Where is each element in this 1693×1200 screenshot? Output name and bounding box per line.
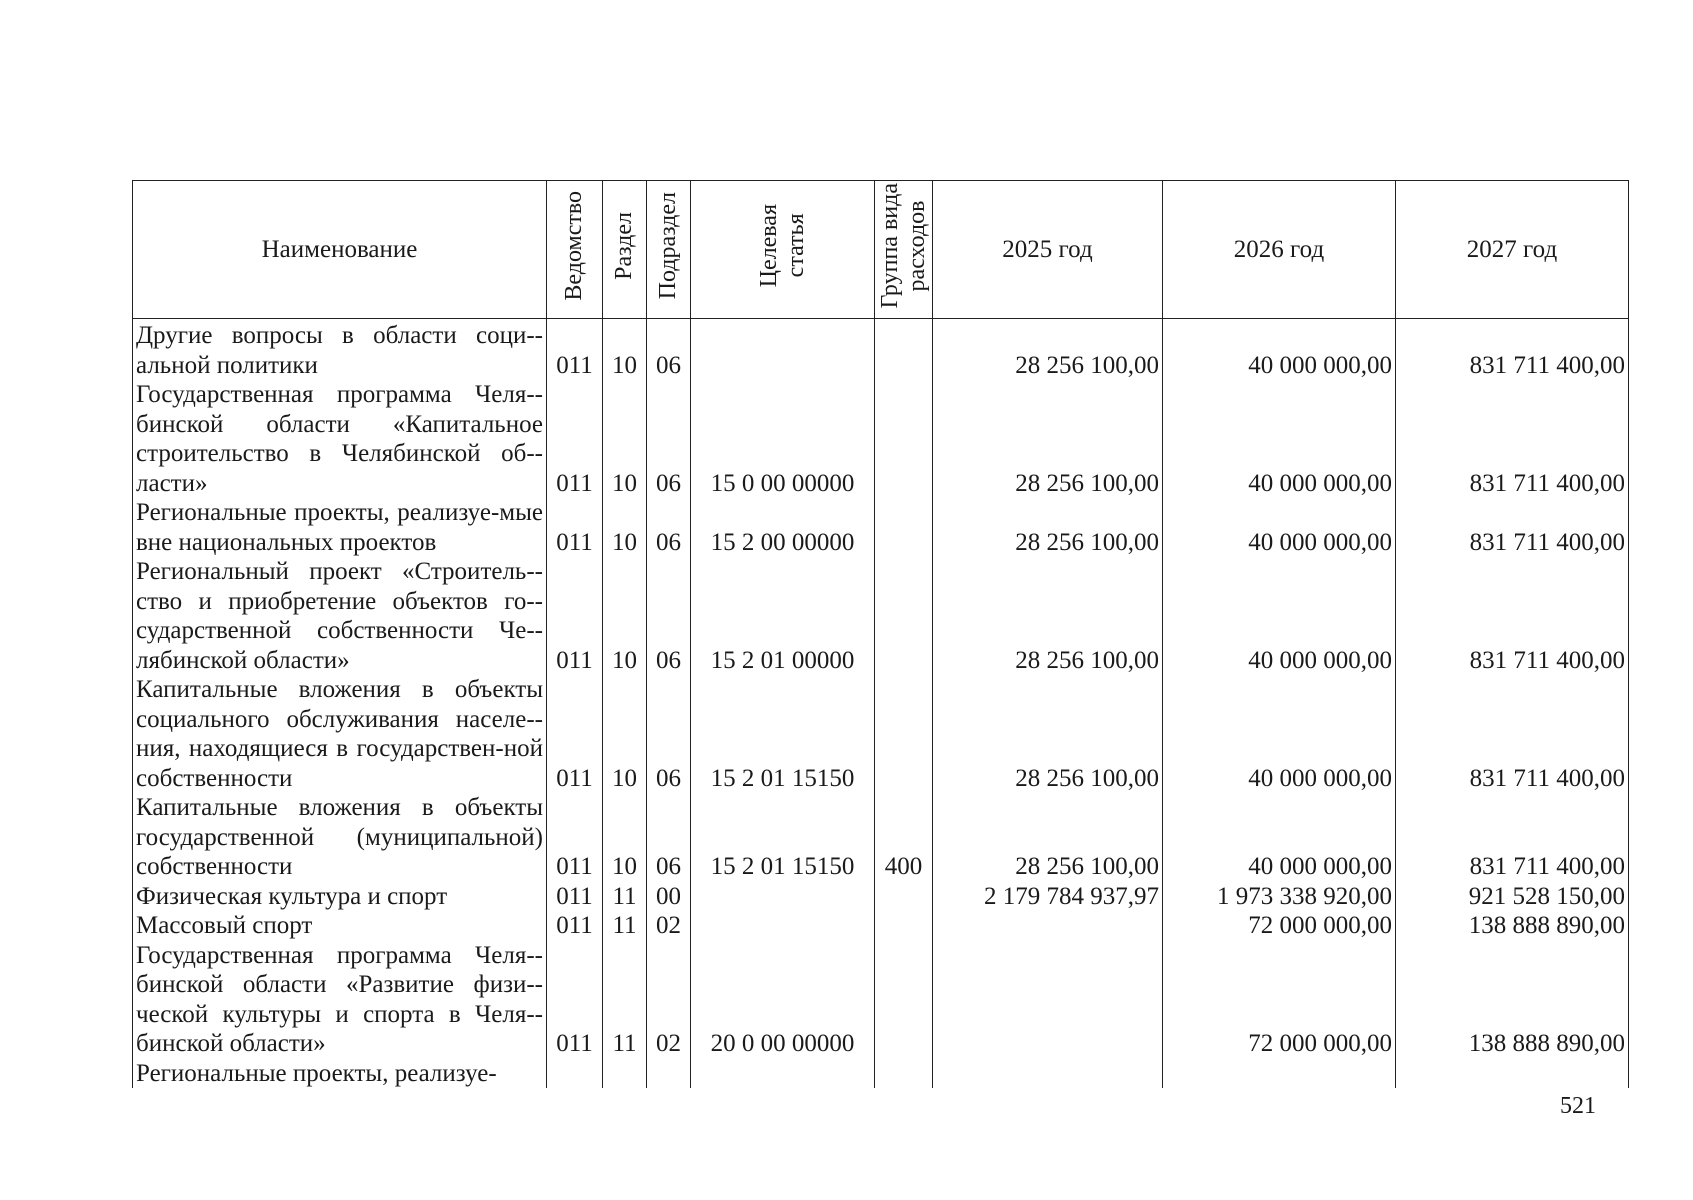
cell-gruppa	[875, 498, 933, 557]
table-row	[133, 941, 1629, 1059]
cell-2027: 831 711 400,00	[1396, 319, 1629, 381]
cell-razdel: 11	[603, 882, 647, 912]
cell-2027: 831 711 400,00	[1396, 675, 1629, 793]
cell-gruppa	[875, 380, 933, 498]
table-row	[133, 557, 1629, 675]
cell-2027: 138 888 890,00	[1396, 911, 1629, 941]
cell-razdel: 10	[603, 380, 647, 498]
cell-2025	[933, 941, 1163, 1059]
header-2026: 2026 год	[1163, 181, 1396, 319]
cell-name: Массовый спорт	[133, 911, 547, 941]
header-razdel: Раздел	[603, 181, 647, 319]
cell-razdel: 11	[603, 941, 647, 1059]
cell-2027: 138 888 890,00	[1396, 941, 1629, 1059]
cell-razdel: 10	[603, 557, 647, 675]
cell-2027: 921 528 150,00	[1396, 882, 1629, 912]
cell-gruppa: 400	[875, 793, 933, 882]
cell-podrazdel: 06	[647, 675, 691, 793]
cell-gruppa	[875, 675, 933, 793]
cell-celevaya-statya	[691, 1059, 875, 1089]
budget-table	[132, 180, 1629, 1088]
table-row	[133, 498, 1629, 557]
cell-razdel: 10	[603, 498, 647, 557]
cell-2026	[1163, 1059, 1396, 1089]
cell-name: Государственная программа Челя-бинской области «Капитальное строительство в Челябинской об-ласти»	[133, 380, 547, 498]
cell-vedomstvo: 011	[547, 882, 603, 912]
cell-vedomstvo	[547, 1059, 603, 1089]
cell-2025	[933, 911, 1163, 941]
cell-razdel: 11	[603, 911, 647, 941]
cell-vedomstvo: 011	[547, 941, 603, 1059]
cell-celevaya-statya	[691, 911, 875, 941]
table-row	[133, 675, 1629, 793]
table-header	[133, 181, 1629, 319]
cell-razdel: 10	[603, 793, 647, 882]
cell-podrazdel: 06	[647, 557, 691, 675]
cell-2025: 28 256 100,00	[933, 380, 1163, 498]
table-body	[133, 319, 1629, 1089]
cell-gruppa	[875, 557, 933, 675]
table-row	[133, 319, 1629, 381]
cell-razdel	[603, 1059, 647, 1089]
cell-2025: 28 256 100,00	[933, 557, 1163, 675]
cell-gruppa	[875, 319, 933, 381]
header-gruppa-vida-rashodov: Группа вида расходов	[875, 181, 933, 319]
cell-celevaya-statya	[691, 882, 875, 912]
cell-name: Региональный проект «Строитель-ство и приобретение объектов го-сударственной собственности Че-лябинской области»	[133, 557, 547, 675]
cell-2026: 1 973 338 920,00	[1163, 882, 1396, 912]
cell-celevaya-statya: 15 2 01 15150	[691, 793, 875, 882]
cell-2025: 28 256 100,00	[933, 498, 1163, 557]
cell-celevaya-statya: 15 0 00 00000	[691, 380, 875, 498]
cell-vedomstvo: 011	[547, 380, 603, 498]
cell-2026: 40 000 000,00	[1163, 675, 1396, 793]
cell-2026: 40 000 000,00	[1163, 498, 1396, 557]
cell-2025: 28 256 100,00	[933, 319, 1163, 381]
table-row	[133, 380, 1629, 498]
cell-2025: 28 256 100,00	[933, 793, 1163, 882]
cell-name: Государственная программа Челя-бинской области «Развитие физи-ческой культуры и спорта в Челя-бинской области»	[133, 941, 547, 1059]
cell-podrazdel: 00	[647, 882, 691, 912]
cell-vedomstvo: 011	[547, 498, 603, 557]
cell-2026: 40 000 000,00	[1163, 319, 1396, 381]
cell-razdel: 10	[603, 675, 647, 793]
cell-name: Физическая культура и спорт	[133, 882, 547, 912]
cell-podrazdel: 06	[647, 319, 691, 381]
cell-2027	[1396, 1059, 1629, 1089]
cell-gruppa	[875, 911, 933, 941]
header-celevaya-statya: Целевая статья	[691, 181, 875, 319]
cell-2026: 40 000 000,00	[1163, 557, 1396, 675]
cell-vedomstvo: 011	[547, 557, 603, 675]
cell-vedomstvo: 011	[547, 319, 603, 381]
cell-gruppa	[875, 882, 933, 912]
cell-celevaya-statya: 15 2 00 00000	[691, 498, 875, 557]
cell-2026: 40 000 000,00	[1163, 380, 1396, 498]
cell-podrazdel: 06	[647, 793, 691, 882]
cell-2027: 831 711 400,00	[1396, 380, 1629, 498]
cell-2026: 72 000 000,00	[1163, 911, 1396, 941]
cell-gruppa	[875, 1059, 933, 1089]
cell-name: Другие вопросы в области соци-альной политики	[133, 319, 547, 381]
cell-2027: 831 711 400,00	[1396, 557, 1629, 675]
cell-celevaya-statya: 20 0 00 00000	[691, 941, 875, 1059]
cell-vedomstvo: 011	[547, 911, 603, 941]
cell-podrazdel: 06	[647, 498, 691, 557]
cell-podrazdel: 06	[647, 380, 691, 498]
cell-2025	[933, 1059, 1163, 1089]
cell-celevaya-statya: 15 2 01 15150	[691, 675, 875, 793]
cell-2025: 2 179 784 937,97	[933, 882, 1163, 912]
header-name: Наименование	[133, 181, 547, 319]
cell-name: Региональные проекты, реализуе-	[133, 1059, 547, 1089]
header-podrazdel: Подраздел	[647, 181, 691, 319]
header-2025: 2025 год	[933, 181, 1163, 319]
header-2027: 2027 год	[1396, 181, 1629, 319]
cell-2027: 831 711 400,00	[1396, 793, 1629, 882]
cell-gruppa	[875, 941, 933, 1059]
cell-podrazdel	[647, 1059, 691, 1089]
table-row	[133, 793, 1629, 882]
table-row	[133, 1059, 1629, 1089]
cell-2026: 40 000 000,00	[1163, 793, 1396, 882]
cell-celevaya-statya: 15 2 01 00000	[691, 557, 875, 675]
cell-2027: 831 711 400,00	[1396, 498, 1629, 557]
cell-2025: 28 256 100,00	[933, 675, 1163, 793]
cell-razdel: 10	[603, 319, 647, 381]
cell-name: Региональные проекты, реализуе-мые вне национальных проектов	[133, 498, 547, 557]
cell-vedomstvo: 011	[547, 793, 603, 882]
cell-vedomstvo: 011	[547, 675, 603, 793]
table-row	[133, 911, 1629, 941]
cell-podrazdel: 02	[647, 941, 691, 1059]
cell-2026: 72 000 000,00	[1163, 941, 1396, 1059]
table-row	[133, 882, 1629, 912]
page-number: 521	[1560, 1093, 1596, 1119]
cell-celevaya-statya	[691, 319, 875, 381]
cell-podrazdel: 02	[647, 911, 691, 941]
cell-name: Капитальные вложения в объекты государственной (муниципальной) собственности	[133, 793, 547, 882]
header-vedomstvo: Ведомство	[547, 181, 603, 319]
cell-name: Капитальные вложения в объекты социального обслуживания населе-ния, находящиеся в государствен-ной собственности	[133, 675, 547, 793]
